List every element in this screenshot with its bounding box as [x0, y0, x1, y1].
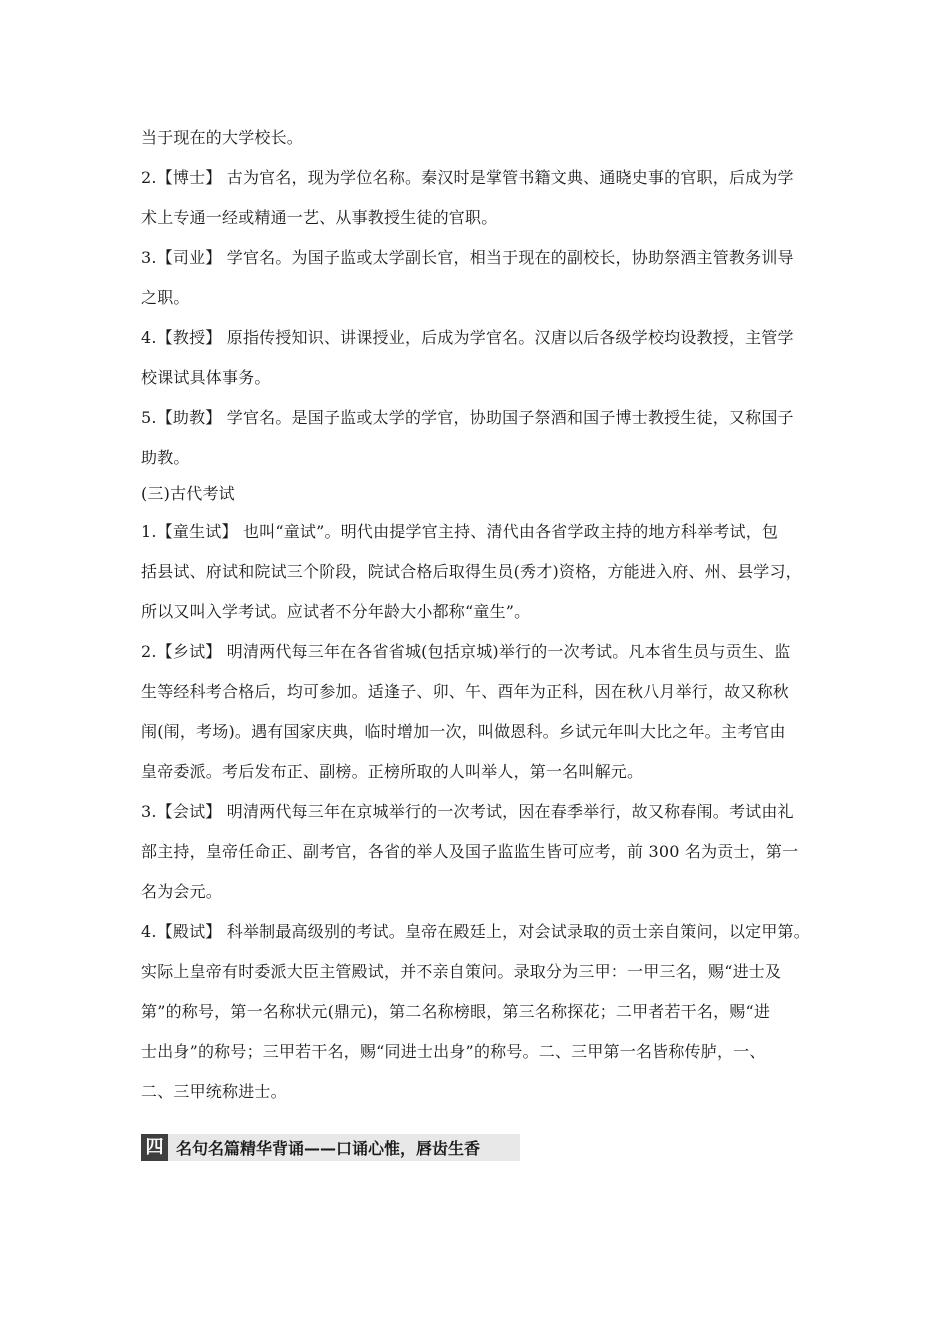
text-line: 2.【博士】 古为官名，现为学位名称。秦汉时是掌管书籍文典、通晓史事的官职，后成为学: [141, 168, 794, 187]
text-line: 5.【助教】 学官名。是国子监或太学的学官，协助国子祭酒和国子博士教授生徒，又称国子: [141, 408, 794, 427]
text-line: 当于现在的大学校长。: [141, 128, 304, 147]
text-line: 术上专通一经或精通一艺、从事教授生徒的官职。: [141, 208, 498, 227]
text-line: 校课试具体事务。: [141, 368, 271, 387]
text-line: 4.【殿试】 科举制最高级别的考试。皇帝在殿廷上，对会试录取的贡士亲自策问，以定甲第。: [141, 922, 810, 941]
section-number: 四: [141, 1134, 168, 1161]
text-line: 助教。: [141, 448, 190, 467]
text-line: 1.【童生试】 也叫“童试”。明代由提学官主持、清代由各省学政主持的地方科举考试，包: [141, 522, 779, 541]
text-line: 闱(闱，考场)。遇有国家庆典，临时增加一次，叫做恩科。乡试元年叫大比之年。主考官由: [141, 722, 786, 741]
text-line: 4.【教授】 原指传授知识、讲课授业，后成为学官名。汉唐以后各级学校均设教授，主管学: [141, 328, 794, 347]
subsection-heading: (三)古代考试: [141, 484, 235, 503]
text-line: 之职。: [141, 288, 190, 307]
section-banner: [141, 1134, 520, 1161]
text-line: 实际上皇帝有时委派大臣主管殿试，并不亲自策问。录取分为三甲：一甲三名，赐“进士及: [141, 962, 782, 981]
text-line: 二、三甲统称进士。: [141, 1082, 287, 1101]
section-title: 名句名篇精华背诵——口诵心惟，唇齿生香: [176, 1139, 481, 1158]
text-line: 所以又叫入学考试。应试者不分年龄大小都称“童生”。: [141, 602, 531, 621]
text-line: 2.【乡试】 明清两代每三年在各省省城(包括京城)举行的一次考试。凡本省生员与贡生、监: [141, 642, 791, 661]
text-line: 3.【会试】 明清两代每三年在京城举行的一次考试，因在春季举行，故又称春闱。考试由礼: [141, 802, 794, 821]
text-line: 括县试、府试和院试三个阶段，院试合格后取得生员(秀才)资格，方能进入府、州、县学习，: [141, 562, 802, 581]
text-line: 名为会元。: [141, 882, 223, 901]
text-line: 3.【司业】 学官名。为国子监或太学副长官，相当于现在的副校长，协助祭酒主管教务训导: [141, 248, 794, 267]
text-line: 生等经科考合格后，均可参加。适逢子、卯、午、酉年为正科，因在秋八月举行，故又称秋: [141, 682, 790, 701]
text-line: 部主持，皇帝任命正、副考官，各省的举人及国子监监生皆可应考，前 300 名为贡士，第一: [141, 842, 799, 861]
text-line: 皇帝委派。考后发布正、副榜。正榜所取的人叫举人，第一名叫解元。: [141, 762, 644, 781]
text-line: 第”的称号，第一名称状元(鼎元)，第二名称榜眼，第三名称探花；二甲者若干名，赐“进: [141, 1002, 771, 1021]
text-line: 士出身”的称号；三甲若干名，赐“同进士出身”的称号。二、三甲第一名皆称传胪，一、: [141, 1042, 766, 1061]
